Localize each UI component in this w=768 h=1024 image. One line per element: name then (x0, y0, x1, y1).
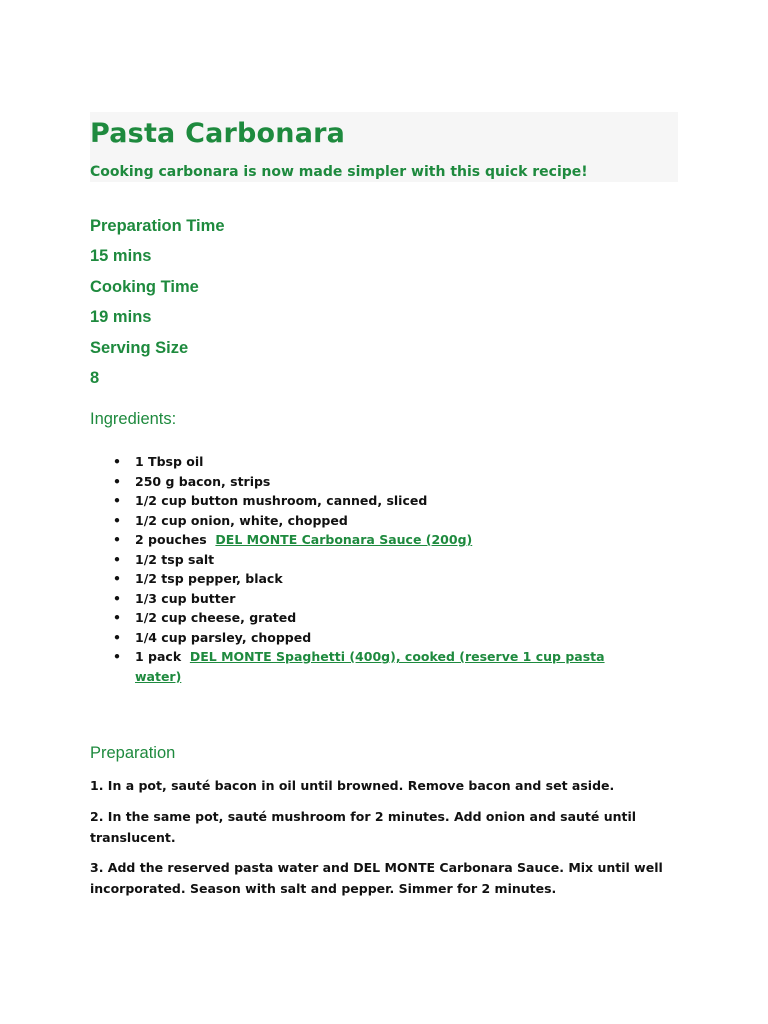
cook-time-label: Cooking Time (90, 278, 199, 296)
bullet-icon: • (113, 454, 121, 469)
ingredient-text: 250 g bacon, strips (135, 473, 271, 489)
preparation-step: 1. In a pot, sauté bacon in oil until browned. Remove bacon and set aside. (90, 778, 615, 793)
carbonara-sauce-link[interactable]: DEL MONTE Carbonara Sauce (200g) (215, 532, 473, 547)
ingredient-item (90, 608, 650, 628)
ingredient-item (90, 530, 650, 550)
ingredients-heading: Ingredients: (90, 410, 177, 428)
bullet-icon: • (113, 512, 121, 528)
bullet-icon: • (113, 610, 121, 625)
preparation-step: 2. In the same pot, sauté mushroom for 2 minutes. Add onion and sauté until translucent. (90, 809, 637, 845)
ingredient-item (90, 550, 650, 570)
serving-size-value: 8 (90, 369, 100, 387)
bullet-icon: • (113, 571, 121, 586)
ingredient-text: 1 Tbsp oil (135, 454, 204, 469)
ingredient-item (90, 511, 650, 531)
ingredient-prefix: 1 pack (135, 649, 186, 664)
serving-size-label: Serving Size (90, 339, 189, 357)
page-title: Pasta Carbonara (90, 118, 346, 149)
prep-time-value: 15 mins (90, 247, 152, 265)
bullet-icon: • (113, 590, 121, 606)
bullet-icon: • (113, 473, 121, 489)
cook-time-value: 19 mins (90, 308, 152, 326)
bullet-icon: • (113, 532, 121, 547)
ingredient-item (90, 491, 650, 511)
ingredient-text: 1/2 cup cheese, grated (135, 610, 297, 625)
ingredient-item (90, 452, 650, 472)
ingredient-prefix: 2 pouches (135, 532, 212, 547)
ingredient-text: 1/2 tsp salt (135, 551, 215, 567)
bullet-icon: • (113, 551, 121, 567)
prep-time-label: Preparation Time (90, 217, 225, 235)
ingredient-text: 1/2 cup button mushroom, canned, sliced (135, 493, 428, 508)
bullet-icon: • (113, 649, 121, 664)
preparation-heading: Preparation (90, 744, 176, 762)
ingredient-item (90, 628, 650, 648)
ingredient-item (90, 647, 650, 686)
page-subtitle: Cooking carbonara is now made simpler with this quick recipe! (90, 164, 588, 180)
ingredient-item (90, 589, 650, 609)
ingredient-text: 1/2 tsp pepper, black (135, 571, 283, 586)
ingredients-list (90, 452, 650, 686)
bullet-icon: • (113, 493, 121, 508)
ingredient-text: 1/3 cup butter (135, 590, 236, 606)
ingredient-text: 1/4 cup parsley, chopped (135, 629, 312, 645)
ingredient-text: 1/2 cup onion, white, chopped (135, 512, 348, 528)
bullet-icon: • (113, 629, 121, 645)
spaghetti-link[interactable]: DEL MONTE Spaghetti (400g), cooked (reserve 1 cup pasta water) (135, 649, 605, 684)
preparation-step: 3. Add the reserved pasta water and DEL MONTE Carbonara Sauce. Mix until well incorporated. Season with salt and pepper. Simmer for 2 minutes. (90, 860, 663, 896)
ingredient-item (90, 569, 650, 589)
ingredient-item (90, 472, 650, 492)
